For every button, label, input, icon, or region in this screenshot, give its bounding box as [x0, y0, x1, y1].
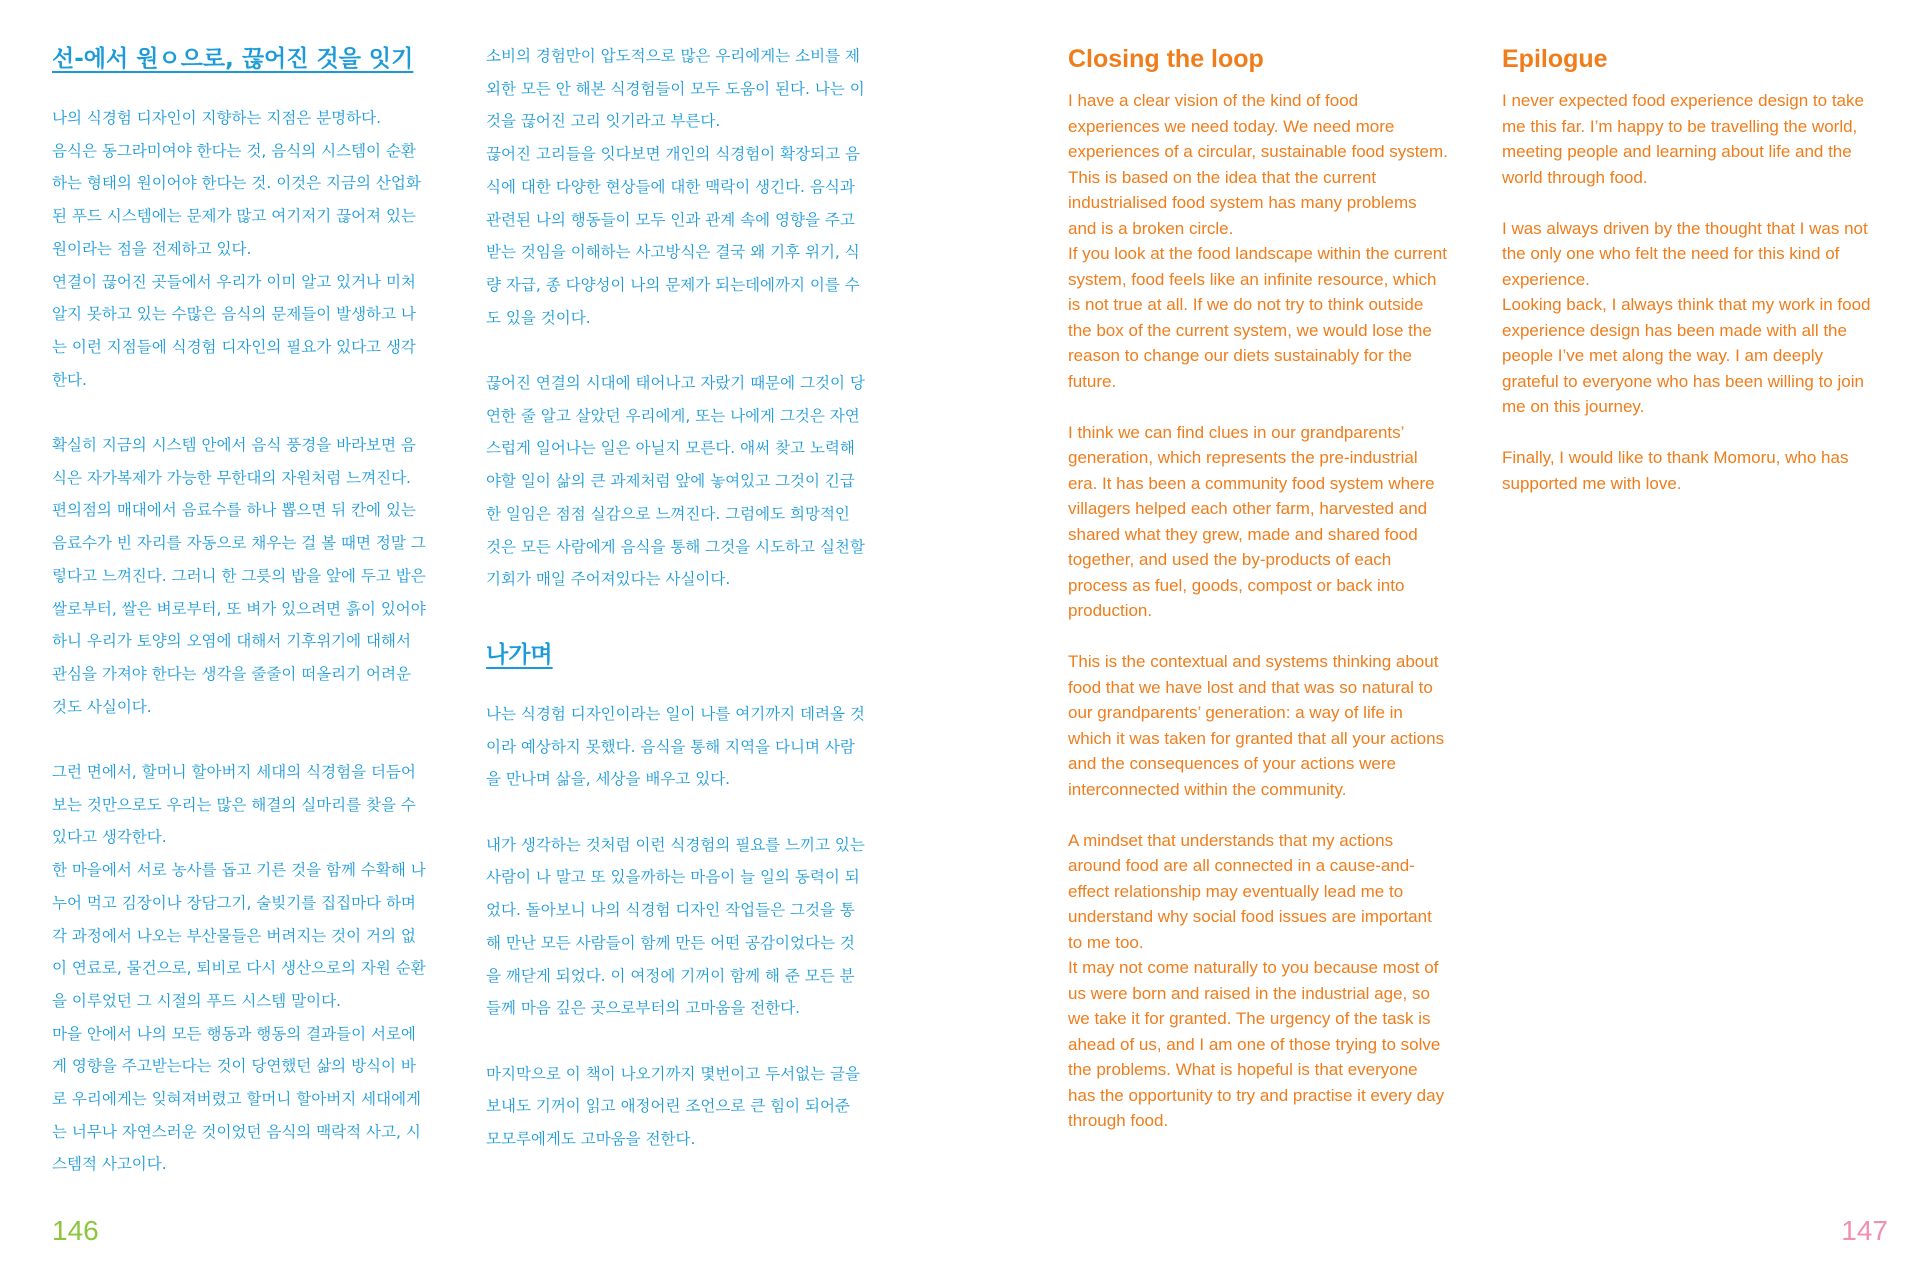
english-section-title: Closing the loop [1068, 45, 1264, 73]
english-paragraph: A mindset that understands that my actions around food are all connected in a cause-and-effect relationship may eventually lead me to understand why social food issues are important to me too. [1068, 830, 1432, 952]
english-paragraph: Finally, I would like to thank Momoru, who has supported me with love. [1502, 448, 1849, 493]
korean-paragraph: 내가 생각하는 것처럼 이런 식경험의 필요를 느끼고 있는 사람이 나 말고 또 있을까하는 마음이 늘 일의 동력이 되었다. 돌아보니 나의 식경험 디자인 작업들은 그것을 통해 만난 모든 사람들이 함께 만든 어떤 공감이었다는 것을 깨닫게 되었다. 이 여정에 기꺼이 함께 해 준 모든 분들께 마음 깊은 곳으로부터의 고마움을 전한다. [486, 835, 865, 1018]
korean-column-2 [486, 40, 866, 1156]
paragraph-gap [486, 1025, 866, 1058]
korean-paragraph: 소비의 경험만이 압도적으로 많은 우리에게는 소비를 제외한 모든 안 해본 식경험들이 모두 도움이 된다. 나는 이 것을 끊어진 고리 잇기라고 부른다. [486, 47, 865, 131]
page-number-left: 146 [52, 1215, 99, 1246]
korean-paragraph: 연결이 끊어진 곳들에서 우리가 이미 알고 있거나 미처 알지 못하고 있는 수많은 음식의 문제들이 발생하고 나는 이런 지점들에 식경험 디자인의 필요가 있다고 생각한다. [52, 272, 416, 389]
paragraph-gap [1068, 624, 1448, 650]
paragraph-gap [1502, 420, 1882, 446]
english-epilogue-title: Epilogue [1502, 45, 1608, 73]
korean-paragraph: 나는 식경험 디자인이라는 일이 나를 여기까지 데려올 것이라 예상하지 못했다. 음식을 통해 지역을 다니며 사람을 만나며 삶을, 세상을 배우고 있다. [486, 704, 865, 789]
paragraph-gap [486, 796, 866, 829]
korean-paragraph: 마을 안에서 나의 모든 행동과 행동의 결과들이 서로에게 영향을 주고받는다는 것이 당연했던 삶의 방식이 바로 우리에게는 잊혀져버렸고 할머니 할아버지 세대에게는 너무나 자연스러운 것이었던 음식의 맥락적 사고, 시스템적 사고이다. [52, 1024, 422, 1174]
paragraph-gap [1068, 802, 1448, 828]
english-paragraph: If you look at the food landscape within the current system, food feels like an infinite resource, which is not true at all. If we do not try to think outside the box of the current system, we would lose the reason to change our diets sustainably for the future. [1068, 244, 1447, 391]
paragraph-gap [1068, 394, 1448, 420]
english-paragraph: Looking back, I always think that my work in food experience design has been made with all the people I’ve met along the way. I am deeply grateful to everyone who has been willing to join me on this journey. [1502, 295, 1871, 416]
paragraph-gap [486, 334, 866, 367]
right-page [960, 0, 1920, 1279]
english-paragraph: I never expected food experience design to take me this far. I’m happy to be travelling the world, meeting people and learning about life and the world through food. [1502, 91, 1864, 187]
korean-paragraph: 마지막으로 이 책이 나오기까지 몇번이고 두서없는 글을 보내도 기꺼이 읽고 애정어린 조언으로 큰 힘이 되어준 모모루에게도 고마움을 전한다. [486, 1064, 860, 1149]
korean-paragraph: 끊어진 고리들을 잇다보면 개인의 식경험이 확장되고 음식에 대한 다양한 현상들에 대한 맥락이 생긴다. 음식과 관련된 나의 행동들이 모두 인과 관계 속에 영향을 주고받는 것임을 이해하는 사고방식은 결국 왜 기후 위기, 식량 자급, 종 다양성이 나의 문제가 되는데에까지 이를 수도 있을 것이다. [486, 145, 860, 327]
page-number-right: 147 [1841, 1215, 1888, 1246]
english-paragraph: I was always driven by the thought that I was not the only one who felt the need for this kind of experience. [1502, 218, 1868, 289]
korean-section-title: 선-에서 원ㅇ으로, 끊어진 것을 잇기 [52, 46, 414, 72]
korean-paragraph: 한 마을에서 서로 농사를 돕고 기른 것을 함께 수확해 나누어 먹고 김장이나 장담그기, 술빚기를 집집마다 하며 각 과정에서 나오는 부산물들은 버려지는 것이 거의 없이 연료로, 물건으로, 퇴비로 다시 생산으로의 자원 순환을 이루었던 그 시절의 푸드 시스템 말이다. [52, 861, 426, 1010]
korean-paragraph: 음식은 동그라미여야 한다는 것, 음식의 시스템이 순환하는 형태의 원이어야 한다는 것. 이것은 지금의 산업화된 푸드 시스템에는 문제가 많고 여기저기 끊어져 있는 원이라는 점을 전제하고 있다. [52, 141, 421, 258]
korean-paragraph: 나의 식경험 디자인이 지향하는 지점은 분명하다. [52, 109, 382, 127]
korean-epilogue-title: 나가며 [486, 641, 553, 668]
korean-paragraph: 끊어진 연결의 시대에 태어나고 자랐기 때문에 그것이 당연한 줄 알고 살았던 우리에게, 또는 나에게 그것은 자연스럽게 일어나는 일은 아닐지 모른다. 애써 찾고 노력해야할 일이 삶의 큰 과제처럼 앞에 놓여있고 그것이 긴급한 일임은 점점 실감으로 느껴진다. 그럼에도 희망적인 것은 모든 사람에게 음식을 통해 그것을 시도하고 실천할 기회가 매일 주어져있다는 사실이다. [486, 374, 865, 589]
english-paragraph: I have a clear vision of the kind of food experiences we need today. We need more experiences of a circular, sustainable food system. This is based on the idea that the current industrialised food system has many problems and is a broken circle. [1068, 91, 1448, 238]
korean-paragraph: 확실히 지금의 시스템 안에서 음식 풍경을 바라보면 음식은 자가복제가 가능한 무한대의 자원처럼 느껴진다. 편의점의 매대에서 음료수를 하나 뽑으면 뒤 칸에 있는 음료수가 빈 자리를 자동으로 채우는 걸 볼 때면 정말 그렇다고 느껴진다. 그러니 한 그릇의 밥을 앞에 두고 밥은 쌀로부터, 쌀은 벼로부터, 또 벼가 있으려면 흙이 있어야 하니 우리가 토양의 오염에 대해서 기후위기에 대해서 관심을 가져야 한다는 생각을 줄줄이 떠올리기 어려운 것도 사실이다. [52, 436, 426, 716]
english-paragraph: This is the contextual and systems thinking about food that we have lost and that was so natural to our grandparents’ generation: a way of life in which it was taken for granted that all your actions and the consequences of your actions were interconnected within the community. [1068, 652, 1445, 799]
english-column-2 [1502, 40, 1882, 496]
english-column-1 [1068, 40, 1448, 1134]
paragraph-gap [52, 723, 430, 756]
paragraph-gap [52, 396, 430, 429]
english-paragraph: I think we can find clues in our grandparents’ generation, which represents the pre-industrial era. It has been a community food system where villagers helped each other farm, harvested and shared what they grew, made and shared food together, and used the by-products of each process as fuel, goods, compost or back into production. [1068, 422, 1435, 620]
korean-column-1 [52, 40, 430, 1181]
english-paragraph: It may not come naturally to you because most of us were born and raised in the industrial age, so we take it for granted. The urgency of the task is ahead of us, and I am one of those trying to solve the problems. What is hopeful is that everyone has the opportunity to try and practise it every day through food. [1068, 958, 1445, 1130]
paragraph-gap [1502, 190, 1882, 216]
korean-paragraph: 그런 면에서, 할머니 할아버지 세대의 식경험을 더듬어 보는 것만으로도 우리는 많은 해결의 실마리를 찾을 수 있다고 생각한다. [52, 763, 416, 847]
